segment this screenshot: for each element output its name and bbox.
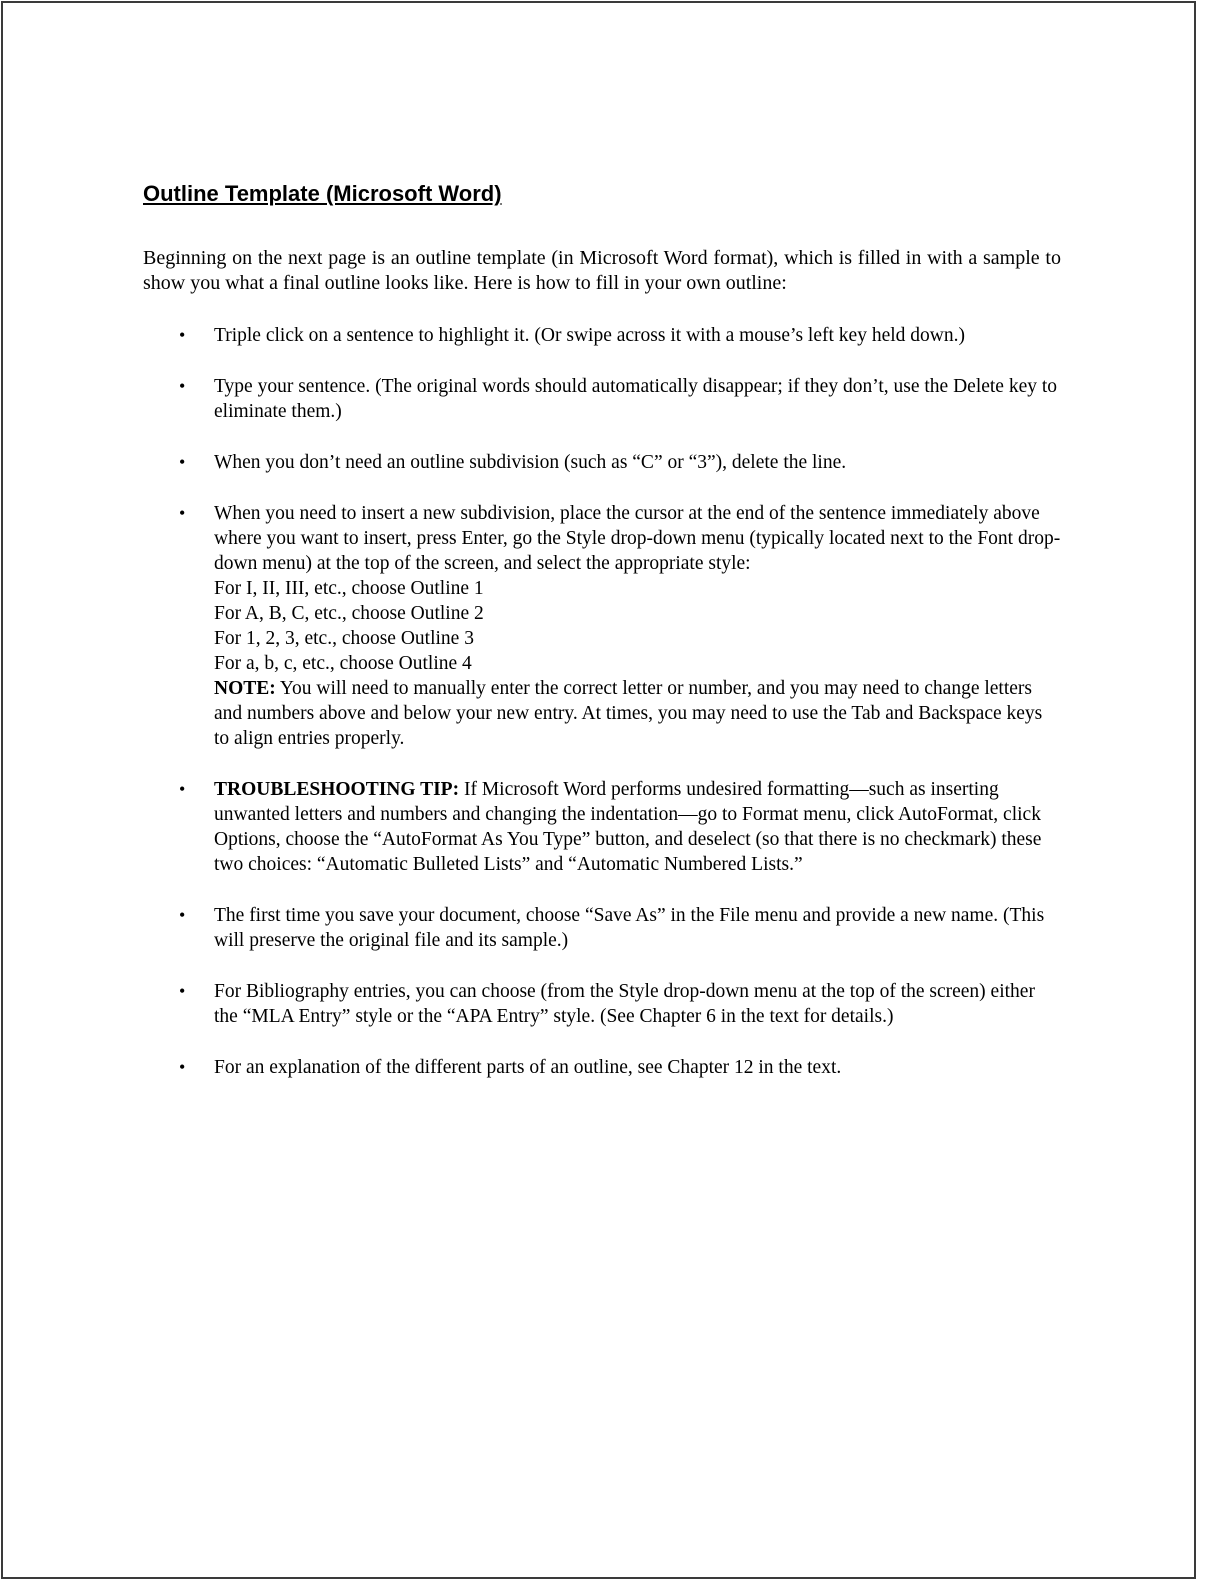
outline-style-line-2: For A, B, C, etc., choose Outline 2 bbox=[214, 603, 484, 624]
bullet-icon: • bbox=[179, 503, 186, 523]
list-item-text: When you don’t need an outline subdivision (such as “C” or “3”), delete the line. bbox=[214, 452, 847, 473]
page-title: Outline Template (Microsoft Word) bbox=[143, 181, 502, 206]
list-item-text: For an explanation of the different parts of an outline, see Chapter 12 in the text. bbox=[214, 1057, 842, 1078]
instruction-list bbox=[143, 323, 1061, 1106]
note-paragraph bbox=[214, 676, 1061, 751]
troubleshooting-label: TROUBLESHOOTING TIP: bbox=[214, 779, 460, 800]
list-item-text: The first time you save your document, choose “Save As” in the File menu and provide a new name. (This will preserve the original file and its sample.) bbox=[214, 905, 1045, 951]
list-item bbox=[143, 374, 1061, 424]
bullet-icon: • bbox=[179, 325, 186, 345]
list-item bbox=[143, 903, 1061, 953]
note-label: NOTE: bbox=[214, 678, 276, 699]
note-text: You will need to manually enter the correct letter or number, and you may need to change letters and numbers above and below your new entry. At times, you may need to use the Tab and Backspace keys to align entries properly. bbox=[214, 678, 1043, 749]
bullet-icon: • bbox=[179, 452, 186, 472]
list-item bbox=[143, 979, 1061, 1029]
outline-style-line-1: For I, II, III, etc., choose Outline 1 bbox=[214, 578, 484, 599]
list-item bbox=[143, 1055, 1061, 1080]
list-item-text: Triple click on a sentence to highlight it. (Or swipe across it with a mouse’s left key held down.) bbox=[214, 325, 965, 346]
list-item bbox=[143, 450, 1061, 475]
bullet-icon: • bbox=[179, 779, 186, 799]
bullet-icon: • bbox=[179, 905, 186, 925]
troubleshooting-text: If Microsoft Word performs undesired formatting—such as inserting unwanted letters and numbers and changing the indentation—go to Format menu, click AutoFormat, click Options, choose the “AutoFormat As You Type” button, and deselect (so that there is no checkmark) these two choices: “Automatic Bulleted Lists” and “Automatic Numbered Lists.” bbox=[214, 779, 1042, 875]
intro-paragraph: Beginning on the next page is an outline template (in Microsoft Word format), which is filled in with a sample to show you what a final outline looks like. Here is how to fill in your own outline: bbox=[143, 247, 1061, 294]
list-item-text: For Bibliography entries, you can choose (from the Style drop-down menu at the top of the screen) either the “MLA Entry” style or the “APA Entry” style. (See Chapter 6 in the text for details.) bbox=[214, 981, 1035, 1027]
list-item bbox=[143, 777, 1061, 877]
document-page bbox=[1, 1, 1196, 1579]
list-item bbox=[143, 501, 1061, 751]
outline-style-line-4: For a, b, c, etc., choose Outline 4 bbox=[214, 653, 472, 674]
list-item-text bbox=[214, 777, 1061, 877]
list-item-text: Type your sentence. (The original words should automatically disappear; if they don’t, use the Delete key to eliminate them.) bbox=[214, 376, 1058, 422]
outline-style-list bbox=[214, 576, 1061, 676]
list-item bbox=[143, 323, 1061, 348]
outline-style-line-3: For 1, 2, 3, etc., choose Outline 3 bbox=[214, 628, 474, 649]
bullet-icon: • bbox=[179, 1057, 186, 1077]
bullet-icon: • bbox=[179, 981, 186, 1001]
bullet-icon: • bbox=[179, 376, 186, 396]
list-item-text: When you need to insert a new subdivision, place the cursor at the end of the sentence immediately above where you want to insert, press Enter, go the Style drop-down menu (typically located next to the Font drop-down menu) at the top of the screen, and select the appropriate style: bbox=[214, 503, 1061, 574]
